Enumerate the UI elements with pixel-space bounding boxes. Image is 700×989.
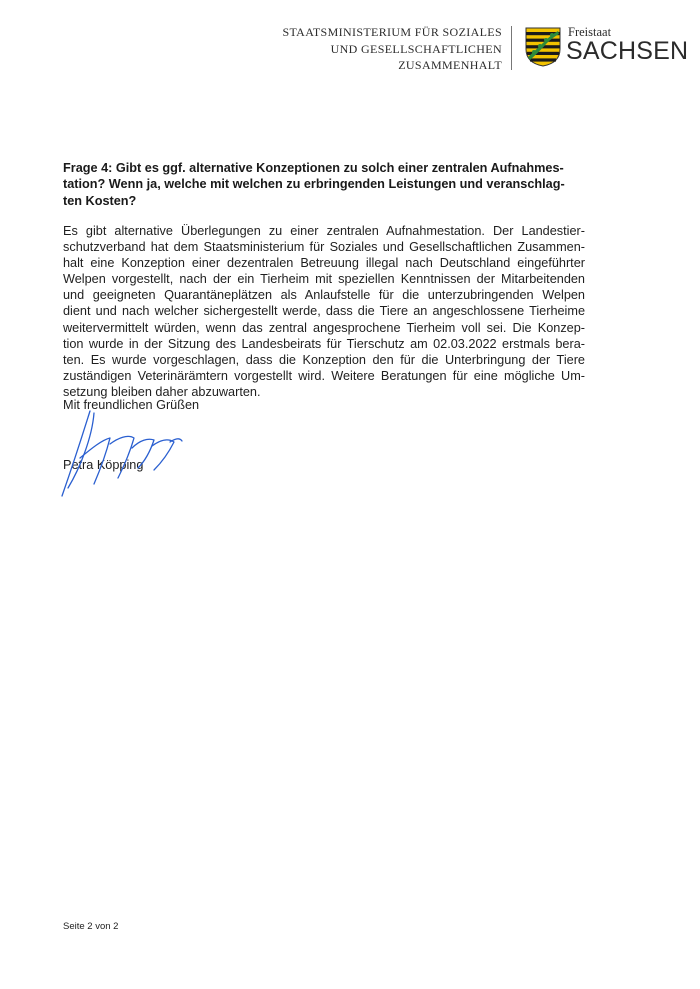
signatory-name: Petra Köpping — [63, 458, 144, 472]
answer-paragraph — [63, 223, 585, 400]
answer-line: zuständigen Veterinärämtern vorgestellt wird. Weitere Beratungen für eine mögliche Um- — [63, 368, 585, 383]
answer-line: halt eine Konzeption einer dezentralen Betreuung illegal nach Deutschland eingeführter — [63, 256, 585, 271]
answer-line: Es gibt alternative Überlegungen zu einer zentralen Aufnahmestation. Der Landestier- — [63, 224, 585, 238]
ministry-line: ZUSAMMENHALT — [398, 58, 502, 72]
answer-line: setzung bleiben daher abzuwarten. — [63, 384, 261, 399]
answer-line: Welpen vorgestellt, nach der ein Tierheim mit speziellen Kenntnissen der Mitarbeitenden — [63, 272, 585, 287]
page-number: Seite 2 von 2 — [63, 921, 119, 932]
logo-text-sachsen: SACHSEN — [566, 37, 689, 65]
letterhead — [0, 24, 700, 74]
closing-salutation: Mit freundlichen Grüßen — [63, 398, 200, 412]
question-heading — [63, 160, 585, 209]
logo-text-freistaat: Freistaat — [568, 25, 612, 39]
answer-line: schutzverband hat dem Staatsministerium für Soziales und Gesellschaftlichen Zusammen- — [63, 240, 585, 255]
header-divider — [511, 26, 512, 70]
answer-line: ten. Es wurde vorgeschlagen, dass die Konzeption den für die Unterbringung der Tiere — [63, 352, 585, 367]
ministry-name — [282, 24, 502, 74]
saxony-coat-of-arms-icon — [525, 27, 561, 67]
question-line: Frage 4: Gibt es ggf. alternative Konzeptionen zu solch einer zentralen Aufnahmes- — [63, 161, 564, 175]
answer-line: weitervermittelt würden, wenn das zentral angesprochene Tierheim voll sei. Die Konzep- — [63, 320, 585, 335]
handwritten-signature — [50, 408, 190, 503]
answer-line: und geeigneten Quarantäneplätzen als Anlaufstelle für die unterzubringenden Welpen — [63, 288, 585, 303]
answer-line: tion wurde in der Sitzung des Landesbeirats für Tierschutz am 02.03.2022 erstmals bera- — [63, 336, 585, 351]
question-line: tation? Wenn ja, welche mit welchen zu erbringenden Leistungen und veranschlag- — [63, 177, 565, 192]
question-line: ten Kosten? — [63, 193, 137, 208]
answer-line: dient und nach welcher sichergestellt werde, dass die Tiere an angeschlossene Tierheime — [63, 304, 585, 319]
ministry-line: UND GESELLSCHAFTLICHEN — [330, 41, 502, 56]
ministry-line: STAATSMINISTERIUM FÜR SOZIALES — [282, 25, 502, 39]
